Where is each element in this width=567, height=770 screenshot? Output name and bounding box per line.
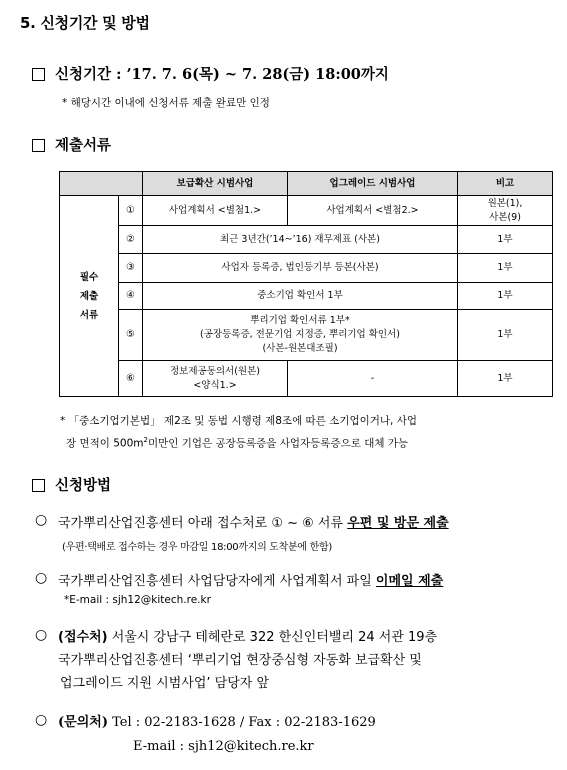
method-item-email: [58, 570, 443, 589]
contact-line: [58, 711, 376, 735]
group-label-line: 제출: [79, 290, 99, 302]
doc-cell: 사업자 등록증, 법인등기부 등본(사본): [143, 254, 458, 283]
contact-info: [58, 711, 376, 759]
method-title: 신청방법: [55, 478, 112, 494]
checkbox-square-icon: [32, 479, 45, 492]
table-row: [60, 310, 553, 361]
documents-footnote: [60, 412, 417, 454]
checkbox-square-icon: [32, 139, 45, 152]
table-row: [60, 196, 553, 226]
note-line: 원본(1),: [487, 197, 523, 209]
footnote-superscript: 2: [143, 436, 148, 444]
note-cell: 1부: [458, 361, 553, 397]
row-number: ②: [119, 226, 143, 254]
doc-line: 뿌리기업 확인서류 1부*: [250, 315, 350, 326]
reception-line: 국가뿌리산업진흥센터 ‘뿌리기업 현장중심형 자동화 보급확산 및: [58, 653, 422, 668]
bullet-circle-icon: ○: [35, 512, 48, 528]
table-row: [60, 283, 553, 310]
table-header-row: [60, 172, 553, 196]
footnote-text: 미만인 기업은 공장등록증을 사업자등록증으로 대체 가능: [148, 437, 409, 450]
header-empty-cell: [60, 172, 143, 196]
doc-cell: [143, 361, 288, 397]
row-number: ④: [119, 283, 143, 310]
doc-cell: 최근 3년간(’14~’16) 재무제표 (사본): [143, 226, 458, 254]
column-header: 업그레이드 시범사업: [288, 172, 458, 196]
note-cell: 1부: [458, 254, 553, 283]
contact-email: E-mail : sjh12@kitech.re.kr: [133, 739, 314, 754]
doc-cell: [143, 310, 458, 361]
documents-table: [59, 171, 553, 397]
email-address-note: *E-mail : sjh12@kitech.re.kr: [64, 594, 211, 606]
application-period: 신청기간 : ’17. 7. 6(목) ~ 7. 28(금) 18:00까지: [55, 66, 389, 83]
doc-line: (공장등록증, 전문기업 지정증, 뿌리기업 확인서): [200, 329, 400, 340]
doc-line: (사본-원본대조필): [262, 343, 338, 354]
footnote-line: [60, 431, 417, 454]
email-submission-emphasis: 이메일 제출: [375, 574, 444, 589]
note-cell: [458, 196, 553, 226]
note-line: 사본(9): [489, 211, 521, 223]
bullet-circle-icon: ○: [35, 627, 48, 643]
contact-label: (문의처): [58, 715, 108, 730]
method-text: 국가뿌리산업진흥센터 사업담당자에게 사업계획서 파일: [58, 574, 376, 589]
note-cell: 1부: [458, 310, 553, 361]
reception-line: 업그레이드 지원 시범사업’ 담당자 앞: [60, 676, 270, 691]
table-row: [60, 361, 553, 397]
doc-cell: 사업계획서 <별첨1.>: [143, 196, 288, 226]
row-number: ⑥: [119, 361, 143, 397]
section-heading: 5. 신청기간 및 방법: [20, 14, 150, 32]
column-header: 비고: [458, 172, 553, 196]
reception-address: [58, 626, 437, 695]
postal-visit-emphasis: 우편 및 방문 제출: [347, 516, 449, 531]
doc-cell: 사업계획서 <별첨2.>: [288, 196, 458, 226]
note-cell: 1부: [458, 283, 553, 310]
footnote-line: * 「중소기업기본법」 제2조 및 동법 시행령 제8조에 따른 소기업이거나, 사업: [60, 415, 417, 427]
bullet-circle-icon: ○: [35, 712, 48, 728]
row-number: ⑤: [119, 310, 143, 361]
required-docs-label: [60, 196, 119, 397]
method-item-postal: [58, 512, 449, 531]
footnote-text: 장 면적이 500m: [66, 437, 144, 450]
group-label-line: 서류: [79, 309, 99, 321]
reception-text: 서울시 강남구 테헤란로 322 한신인터밸리 24 서관 19층: [107, 630, 438, 645]
doc-line: <양식1.>: [193, 379, 237, 391]
note-cell: 1부: [458, 226, 553, 254]
checkbox-square-icon: [32, 68, 45, 81]
doc-cell: -: [288, 361, 458, 397]
reception-line: [58, 626, 437, 649]
method-text: 국가뿌리산업진흥센터 아래 접수처로 ① ~ ⑥ 서류: [58, 516, 348, 531]
column-header: 보급확산 시범사업: [143, 172, 288, 196]
table-row: [60, 254, 553, 283]
postal-note: (우편·택배로 접수하는 경우 마감일 18:00까지의 도착분에 한함): [62, 542, 332, 553]
group-label-line: 필수: [79, 271, 99, 283]
doc-line: 정보제공동의서(원본): [169, 365, 260, 377]
table-row: [60, 226, 553, 254]
documents-title: 제출서류: [55, 138, 112, 154]
row-number: ③: [119, 254, 143, 283]
period-note: * 해당시간 이내에 신청서류 제출 완료만 인정: [62, 97, 270, 109]
doc-cell: 중소기업 확인서 1부: [143, 283, 458, 310]
bullet-circle-icon: ○: [35, 570, 48, 586]
reception-label: (접수처): [58, 630, 108, 645]
row-number: ①: [119, 196, 143, 226]
contact-text: Tel : 02-2183-1628 / Fax : 02-2183-1629: [107, 715, 376, 730]
